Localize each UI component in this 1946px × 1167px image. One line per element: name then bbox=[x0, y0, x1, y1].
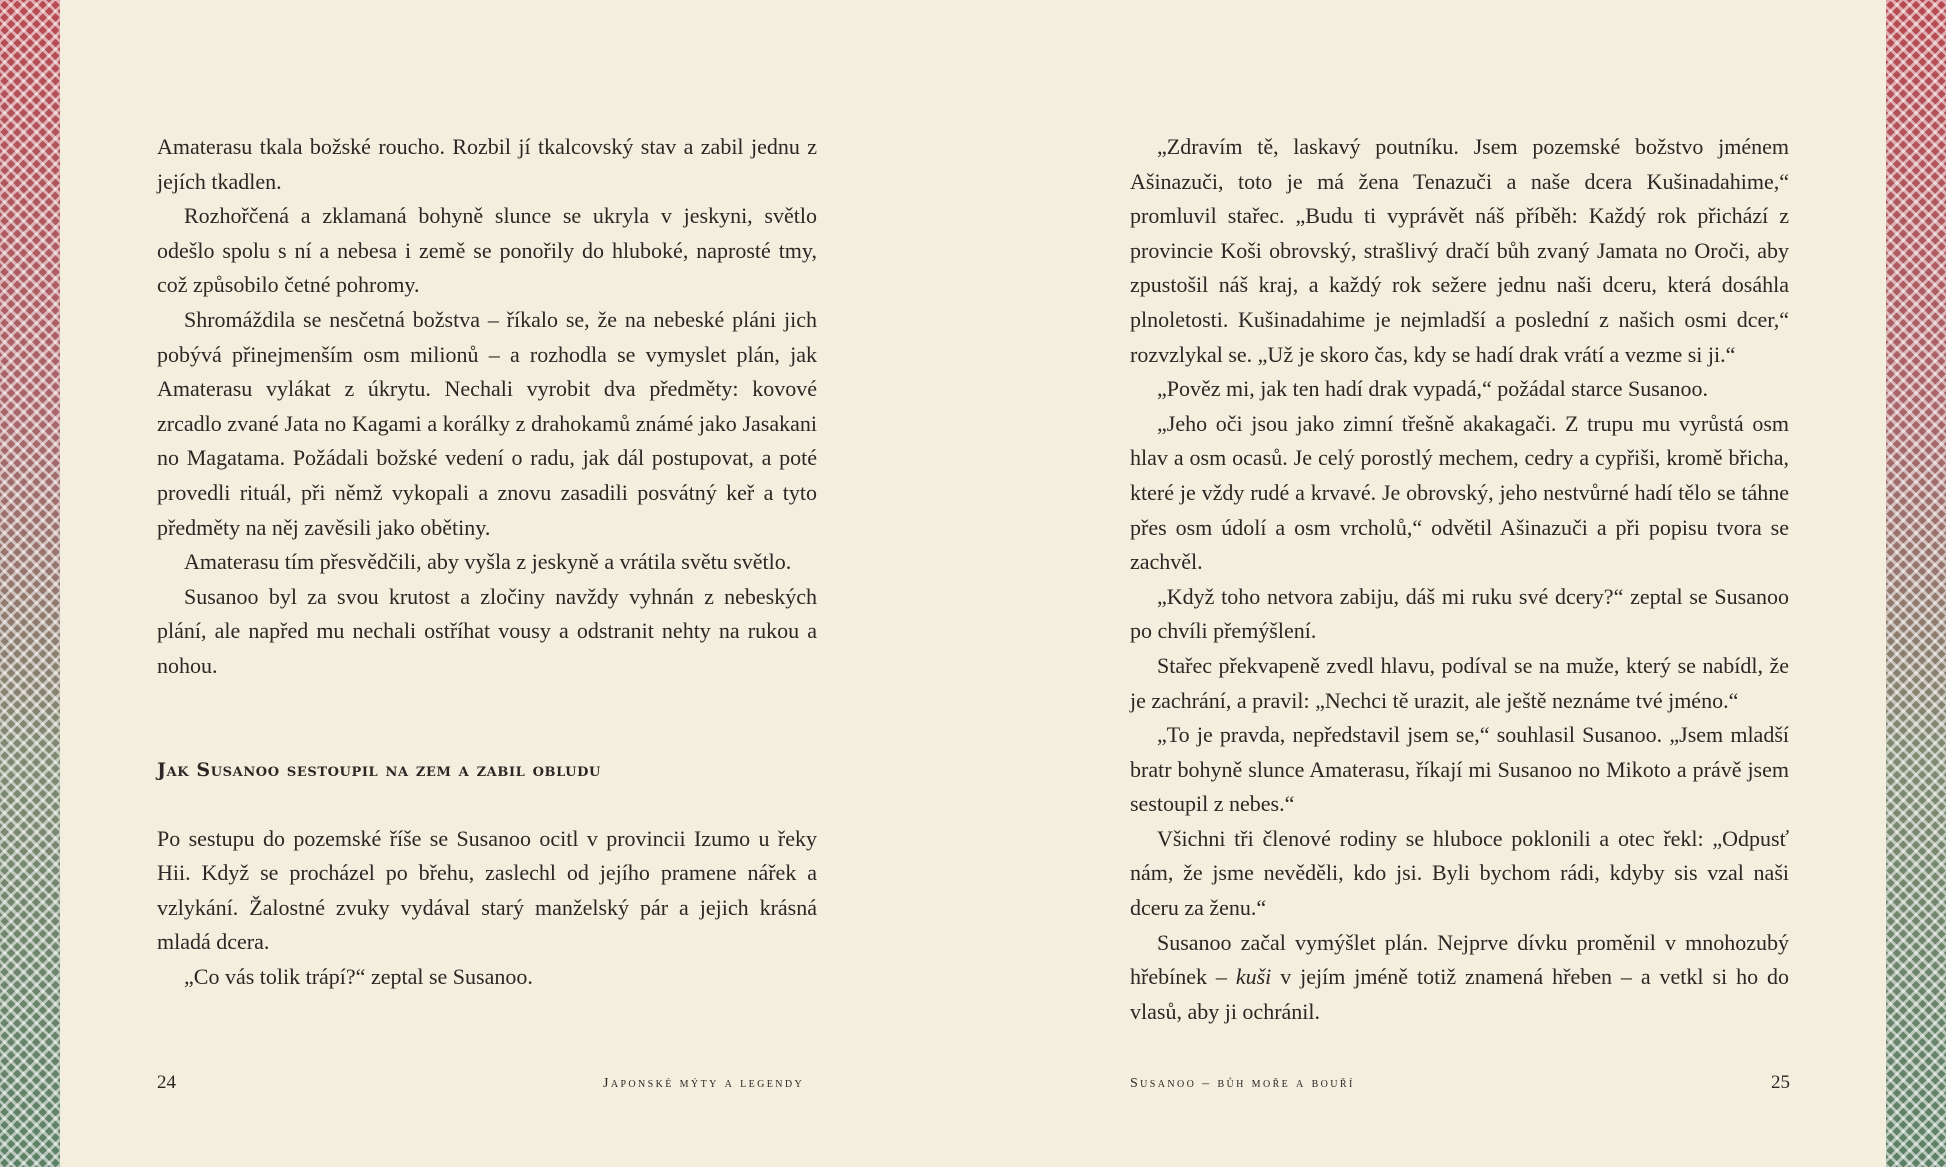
paragraph: Shromáždila se nesčetná božstva – říkalo se, že na nebeské pláni jich pobývá přinejmenším osm milionů – a rozhodla se vymyslet plán, jak Amaterasu vylákat z úkrytu. Nechali vyrobit dva předměty: kovové zrcadlo zvané Jata no Kagami a korálky z drahokamů známé jako Jasakani no Magatama. Požádali božské vedení o radu, jak dál postupovat, a poté provedli rituál, při němž vykopali a znovu zasadili posvátný keř a tyto předměty na něj zavěsili jako obětiny. bbox=[157, 306, 817, 540]
decorative-border-right bbox=[1886, 0, 1946, 1167]
paragraph: „Pověz mi, jak ten hadí drak vypadá,“ požádal starce Susanoo. bbox=[1157, 376, 1709, 402]
running-title-right: Susanoo – bůh moře a bouří bbox=[1130, 1076, 1355, 1091]
paragraph: Rozhořčená a zklamaná bohyně slunce se ukryla v jeskyni, světlo odešlo spolu s ní a nebesa i země se ponořily do hluboké, naprosté tmy, což způsobilo četné pohromy. bbox=[157, 203, 817, 298]
paragraph: „To je pravda, nepředstavil jsem se,“ souhlasil Susanoo. „Jsem mladší bratr bohyně slunce Amaterasu, říkají mi Susanoo no Mikoto a právě jsem sestoupil z nebes.“ bbox=[1130, 722, 1789, 817]
decorative-border-left bbox=[0, 0, 60, 1167]
paragraph: Po sestupu do pozemské říše se Susanoo ocitl v provincii Izumo u řeky Hii. Když se procházel po břehu, zaslechl od jejího pramene nářek a vzlykání. Žalostné zvuky vydával starý manželský pár a jejich krásná mladá dcera. bbox=[157, 825, 817, 955]
paragraph: „Zdravím tě, laskavý poutníku. Jsem pozemské božstvo jménem Ašinazuči, toto je má žena Tenazuči a naše dcera Kušinadahime,“ promluvil stařec. „Budu ti vyprávět náš příběh: Každý rok přichází z provincie Koši obrovský, strašlivý dračí bůh zvaný Jamata no Oroči, aby zpustošil náš kraj, a každý rok sežere jednu naši dceru, která dosáhla plnoletosti. Kušinadahime je nejmladší a poslední z našich osmi dcer,“ rozvzlykal se. „Už je skoro čas, kdy se hadí drak vrátí a vezme si ji.“ bbox=[1130, 134, 1789, 367]
paragraph-with-italic: Susanoo začal vymýšlet plán. Nejprve dívku proměnil v mnohozubý hřebínek – kuši v jejím jméně totiž znamená hřeben – a vetkl si ho do vlasů, aby ji ochránil. bbox=[1130, 929, 1790, 1024]
paragraph: Amaterasu tkala božské roucho. Rozbil jí tkalcovský stav a zabil jednu z jejích tkadlen. bbox=[157, 134, 817, 194]
running-title-left: Japonské mýty a legendy bbox=[603, 1076, 805, 1091]
page-number-left: 24 bbox=[157, 1072, 176, 1093]
left-page-text-after-heading bbox=[157, 822, 817, 995]
page-number-right: 25 bbox=[1771, 1072, 1790, 1093]
italic-word: kuši bbox=[1235, 964, 1272, 990]
chapter-heading: Jak Susanoo sestoupil na zem a zabil obludu bbox=[157, 758, 601, 781]
paragraph: Stařec překvapeně zvedl hlavu, podíval se na muže, který se nabídl, že je zachrání, a pravil: „Nechci tě urazit, ale ještě neznáme tvé jméno.“ bbox=[1130, 652, 1789, 713]
right-page bbox=[1130, 130, 1789, 1029]
paragraph: „Jeho oči jsou jako zimní třešně akakagači. Z trupu mu vyrůstá osm hlav a osm ocasů. Je celý porostlý mechem, cedry a cypřiši, kromě břicha, které je vždy rudé a krvavé. Je obrovský, jeho nestvůrné hadí tělo se táhne přes osm údolí a osm vrcholů,“ odvětil Ašinazuči a při popisu tvora se zachvěl. bbox=[1130, 410, 1789, 575]
paragraph: Susanoo byl za svou krutost a zločiny navždy vyhnán z nebeských plání, ale napřed mu nechali ostříhat vousy a odstranit nehty na rukou a nohou. bbox=[157, 583, 817, 678]
paragraph: Amaterasu tím přesvědčili, aby vyšla z jeskyně a vrátila světu světlo. bbox=[184, 549, 792, 575]
paragraph: Všichni tři členové rodiny se hluboce poklonili a otec řekl: „Odpusť nám, že jsme nevěděli, kdo jsi. Byli bychom rádi, kdyby sis vzal naši dceru za ženu.“ bbox=[1130, 825, 1789, 921]
left-page-text-before-heading bbox=[157, 130, 817, 684]
right-page-text bbox=[1130, 130, 1789, 926]
paragraph: „Když toho netvora zabiju, dáš mi ruku své dcery?“ zeptal se Susanoo po chvíli přemýšlení. bbox=[1130, 583, 1789, 644]
left-page bbox=[157, 130, 817, 994]
paragraph: „Co vás tolik trápí?“ zeptal se Susanoo. bbox=[184, 963, 533, 989]
